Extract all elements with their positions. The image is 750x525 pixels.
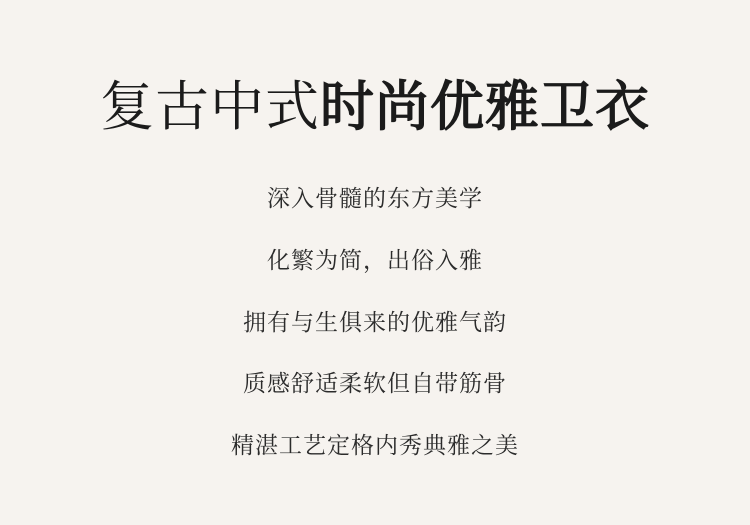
page-title-bold-part: 时尚优雅卫衣 [320, 77, 650, 137]
subtitle-line-2: 化繁为简，出俗入雅 [267, 246, 483, 273]
subtitle-list [231, 185, 519, 459]
subtitle-line-3: 拥有与生俱来的优雅气韵 [243, 308, 507, 335]
page-title-light-part: 复古中式 [100, 77, 320, 137]
subtitle-line-1: 深入骨髓的东方美学 [267, 185, 483, 212]
subtitle-line-4: 质感舒适柔软但自带筋骨 [243, 370, 507, 397]
page-title [100, 78, 650, 137]
subtitle-line-5: 精湛工艺定格内秀典雅之美 [231, 431, 519, 458]
